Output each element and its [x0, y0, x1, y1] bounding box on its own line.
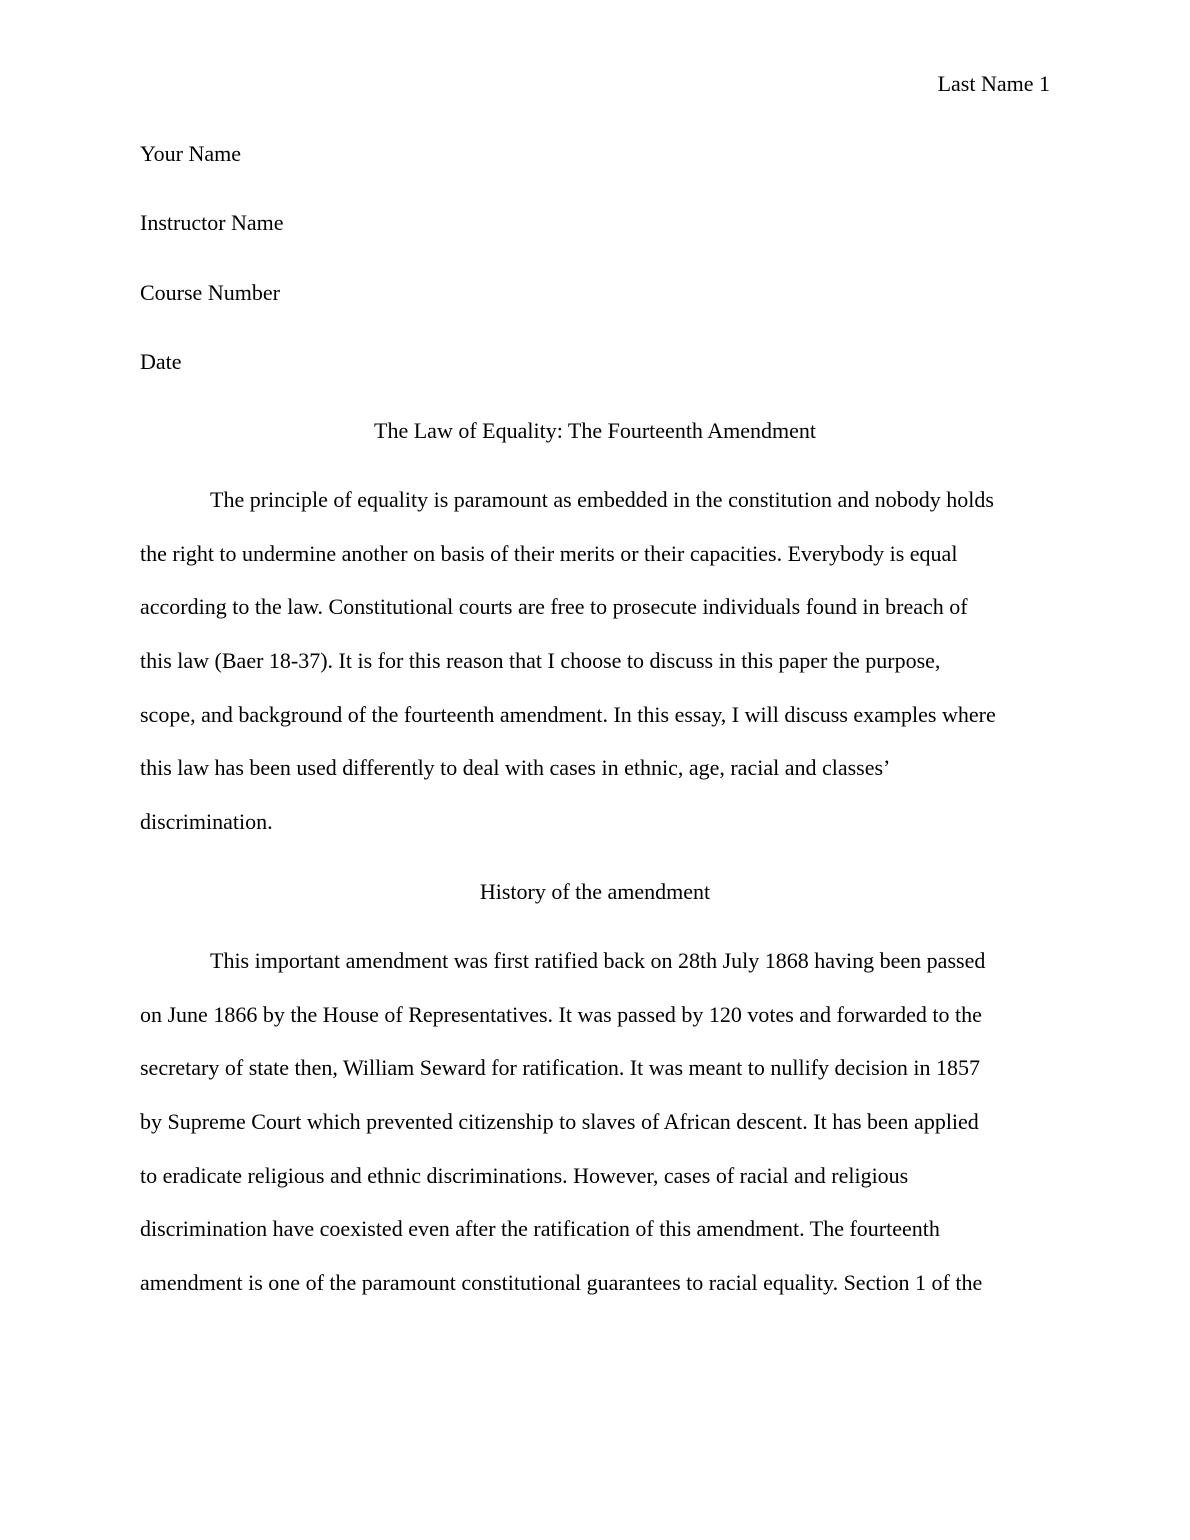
- course-number: Course Number: [140, 279, 280, 305]
- paragraph-line: secretary of state then, William Seward for ratification. It was meant to nullify decision in 1857: [140, 1055, 980, 1081]
- paragraph-history: [140, 947, 1050, 1323]
- paragraph-line: This important amendment was first ratified back on 28th July 1868 having been passed: [210, 948, 986, 973]
- student-name: Your Name: [140, 141, 242, 166]
- paragraph-line: according to the law. Constitutional courts are free to prosecute individuals found in breach of: [140, 594, 968, 620]
- document-title: The Law of Equality: The Fourteenth Amendment: [374, 418, 816, 443]
- paragraph-line: this law (Baer 18-37). It is for this reason that I choose to discuss in this paper the purpose,: [140, 648, 941, 674]
- instructor-name: Instructor Name: [140, 210, 284, 236]
- section-heading: History of the amendment: [479, 879, 711, 904]
- paragraph-line: this law has been used differently to deal with cases in ethnic, age, racial and classes’: [140, 755, 891, 781]
- paragraph-introduction: [140, 486, 1050, 862]
- paragraph-line: to eradicate religious and ethnic discriminations. However, cases of racial and religious: [140, 1162, 909, 1188]
- paragraph-line: discrimination have coexisted even after the ratification of this amendment. The fourteenth: [140, 1216, 940, 1242]
- paragraph-line: amendment is one of the paramount constitutional guarantees to racial equality. Section 1 of the: [140, 1270, 983, 1296]
- mla-heading: [140, 140, 1050, 417]
- running-head: Last Name 1: [937, 71, 1050, 96]
- paragraph-line: on June 1866 by the House of Representatives. It was passed by 120 votes and forwarded to the: [140, 1001, 982, 1027]
- paragraph-line: scope, and background of the fourteenth amendment. In this essay, I will discuss examples where: [140, 701, 996, 727]
- paragraph-line: by Supreme Court which prevented citizenship to slaves of African descent. It has been applied: [140, 1109, 979, 1135]
- date: Date: [140, 348, 182, 374]
- paragraph-line: The principle of equality is paramount as embedded in the constitution and nobody holds: [210, 487, 994, 512]
- paragraph-line: the right to undermine another on basis of their merits or their capacities. Everybody is equal: [140, 540, 958, 566]
- paragraph-line: discrimination.: [140, 809, 273, 835]
